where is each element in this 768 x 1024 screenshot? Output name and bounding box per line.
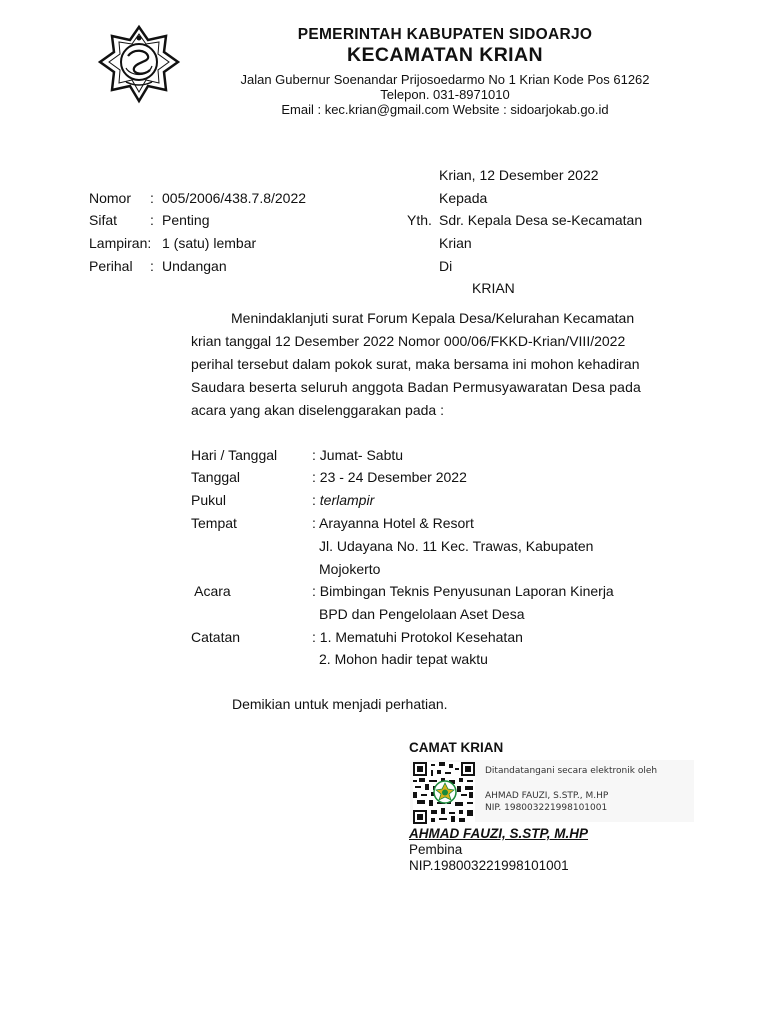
detail-value-tempat-address: Jl. Udayana No. 11 Kec. Trawas, Kabupaten — [319, 538, 594, 554]
detail-value-tempat: : Arayanna Hotel & Resort — [312, 515, 474, 531]
letter-date: Krian, 12 Desember 2022 — [439, 167, 599, 183]
meta-label-sifat: Sifat — [89, 212, 118, 228]
body-line-3: perihal tersebut dalam pokok surat, maka bersama ini mohon kehadiran — [191, 356, 640, 372]
detail-label-catatan: Catatan — [191, 629, 241, 645]
recipient-line1: Sdr. Kepala Desa se-Kecamatan — [439, 212, 643, 228]
office-address: Jalan Gubernur Soenandar Prijosoedarmo No 1 Krian Kode Pos 61262 — [240, 72, 650, 87]
detail-value-hari: : Jumat- Sabtu — [312, 447, 404, 463]
body-line-5: acara yang akan diselenggarakan pada : — [191, 402, 444, 418]
detail-value-catatan-2: 2. Mohon hadir tepat waktu — [319, 651, 488, 667]
detail-value-pukul — [312, 491, 374, 509]
esign-nip: NIP. 198003221998101001 — [485, 803, 608, 813]
signer-nip: NIP.198003221998101001 — [409, 858, 569, 873]
signer-title: CAMAT KRIAN — [409, 740, 504, 755]
detail-label-hari: Hari / Tanggal — [191, 447, 278, 463]
detail-value-acara-cont: BPD dan Pengelolaan Aset Desa — [319, 606, 525, 622]
recipient-di: Di — [439, 258, 453, 274]
office-contact: Email : kec.krian@gmail.com Website : sidoarjokab.go.id — [281, 102, 609, 117]
body-line-2: krian tanggal 12 Desember 2022 Nomor 000/06/FKKD-Krian/VIII/2022 — [191, 333, 626, 349]
body-line-4: Saudara beserta seluruh anggota Badan Permusyawaratan Desa pada — [191, 379, 641, 395]
closing-text: Demikian untuk menjadi perhatian. — [232, 696, 448, 712]
detail-label-acara: Acara — [191, 583, 231, 599]
meta-label-perihal: Perihal — [89, 258, 133, 274]
meta-value-sifat: Penting — [162, 212, 210, 228]
body-line-1: Menindaklanjuti surat Forum Kepala Desa/Kelurahan Kecamatan — [231, 310, 635, 326]
detail-value-acara: : Bimbingan Teknis Penyusunan Laporan Kinerja — [312, 583, 614, 599]
detail-label-tanggal: Tanggal — [191, 469, 241, 485]
detail-value-tempat-city: Mojokerto — [319, 561, 381, 577]
meta-value-perihal: Undangan — [162, 258, 227, 274]
bsre-seal-icon — [433, 780, 457, 804]
government-name: PEMERINTAH KABUPATEN SIDOARJO — [297, 26, 593, 43]
recipient-yth: Yth. — [407, 212, 432, 228]
meta-sep-nomor: : — [150, 190, 154, 206]
detail-label-pukul: Pukul — [191, 492, 227, 508]
detail-value-catatan-1: : 1. Mematuhi Protokol Kesehatan — [312, 629, 523, 645]
regency-emblem-icon — [96, 24, 182, 104]
meta-sep-perihal: : — [150, 258, 154, 274]
meta-label-lampiran: Lampiran: — [89, 235, 152, 251]
signer-name: AHMAD FAUZI, S.STP, M.HP — [409, 826, 589, 841]
meta-value-nomor: 005/2006/438.7.8/2022 — [162, 190, 307, 206]
meta-label-nomor: Nomor — [89, 190, 132, 206]
esign-name: AHMAD FAUZI, S.STP., M.HP — [485, 791, 609, 801]
detail-prefix-pukul: : — [312, 492, 320, 508]
detail-value-tanggal: : 23 - 24 Desember 2022 — [312, 469, 467, 485]
meta-value-lampiran: 1 (satu) lembar — [162, 235, 257, 251]
esign-note: Ditandatangani secara elektronik oleh — [485, 766, 658, 776]
recipient-kepada: Kepada — [439, 190, 488, 206]
recipient-line2: Krian — [439, 235, 472, 251]
recipient-place: KRIAN — [472, 280, 515, 296]
meta-sep-sifat: : — [150, 212, 154, 228]
signer-rank: Pembina — [409, 842, 463, 857]
office-phone: Telepon. 031-8971010 — [380, 87, 510, 102]
detail-label-tempat: Tempat — [191, 515, 237, 531]
district-name: KECAMATAN KRIAN — [347, 44, 543, 66]
detail-value-pukul-text: terlampir — [319, 492, 375, 508]
